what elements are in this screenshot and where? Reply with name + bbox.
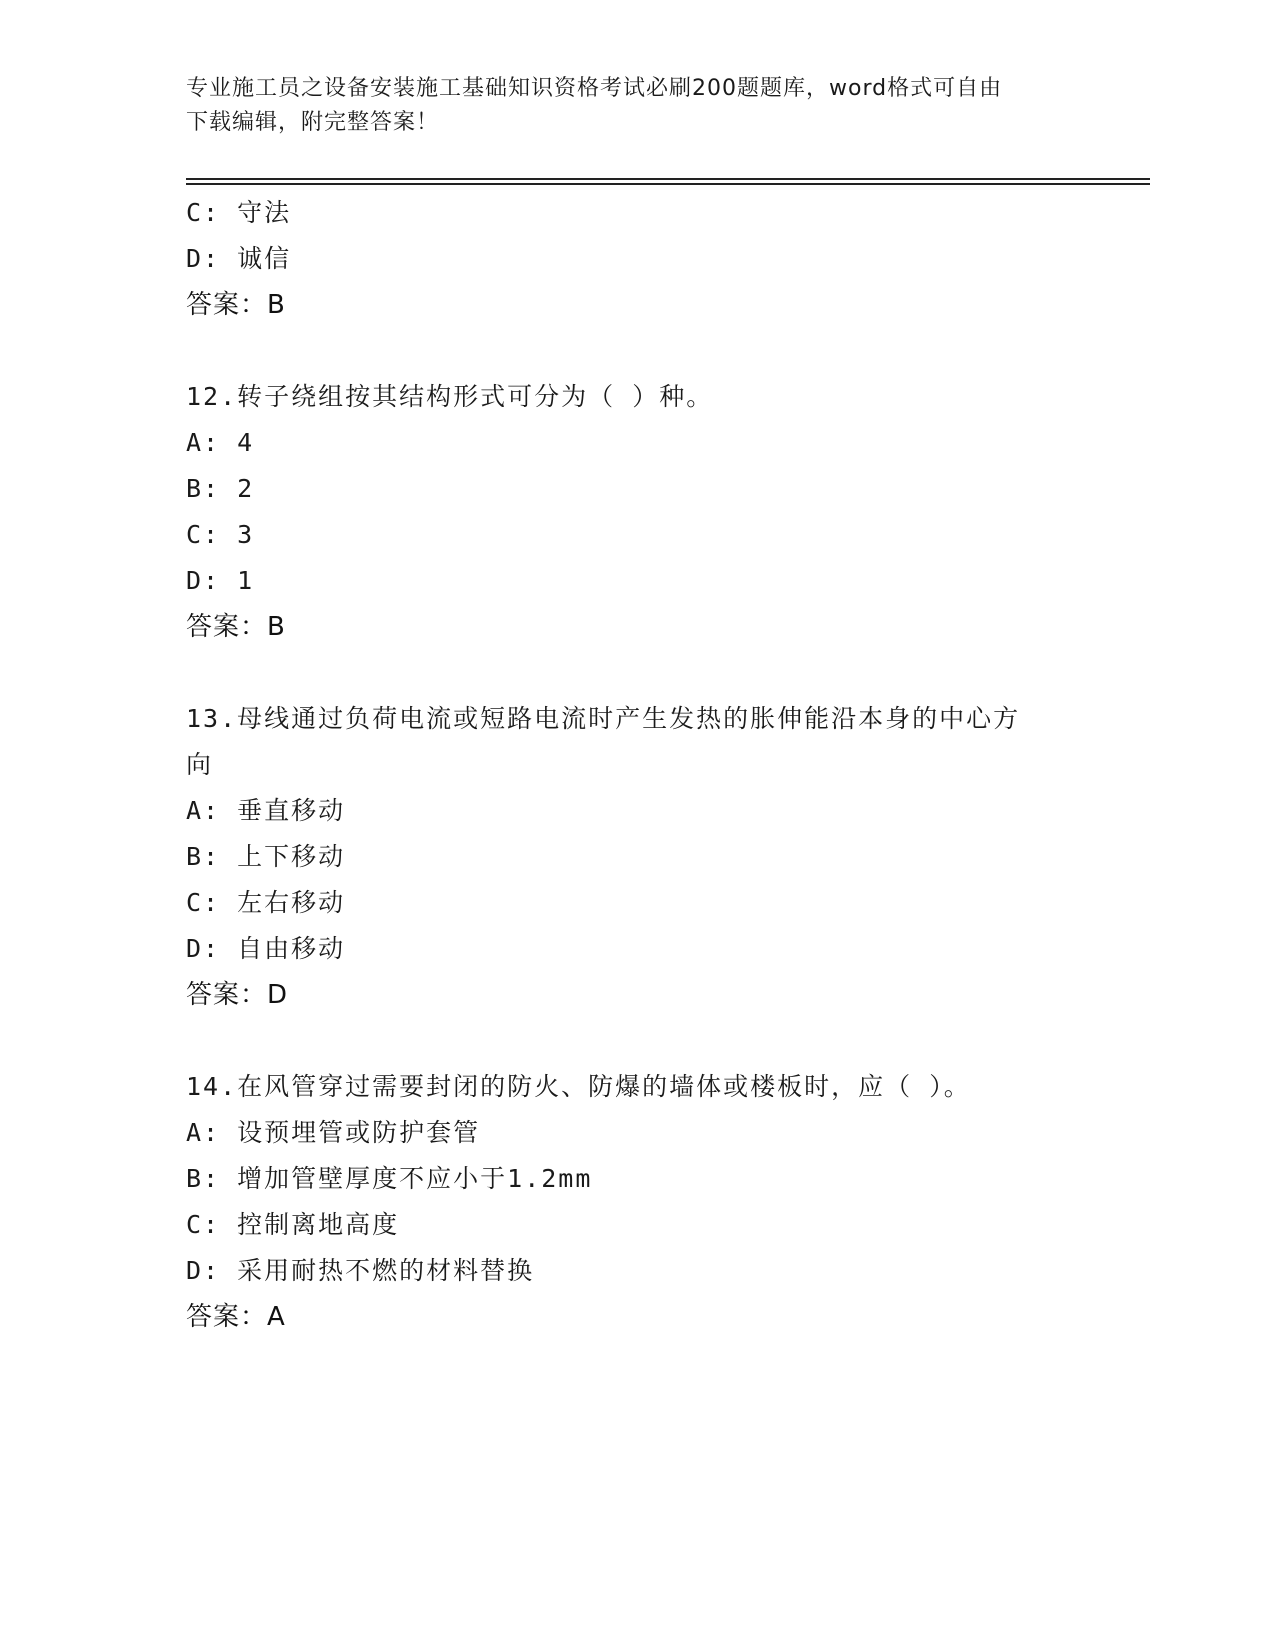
header-divider-bottom bbox=[186, 183, 1150, 185]
option-b: B: 2 bbox=[186, 474, 255, 503]
option-b: B: 上下移动 bbox=[186, 842, 346, 871]
question-stem: 14.在风管穿过需要封闭的防火、防爆的墙体或楼板时，应（ ）。 bbox=[186, 1072, 971, 1101]
question-11 bbox=[186, 190, 1086, 328]
question-list bbox=[186, 190, 1086, 1340]
document-header bbox=[186, 72, 1066, 140]
option-c: C: 守法 bbox=[186, 198, 292, 227]
spacer bbox=[186, 1018, 1086, 1064]
spacer bbox=[186, 650, 1086, 696]
option-a: A: 设预埋管或防护套管 bbox=[186, 1118, 481, 1147]
answer-label: 答案：B bbox=[186, 612, 286, 642]
option-c: C: 控制离地高度 bbox=[186, 1210, 400, 1239]
option-d: D: 诚信 bbox=[186, 244, 292, 273]
question-12 bbox=[186, 374, 1086, 650]
question-14 bbox=[186, 1064, 1086, 1340]
option-d: D: 采用耐热不燃的材料替换 bbox=[186, 1256, 535, 1285]
option-a: A: 垂直移动 bbox=[186, 796, 346, 825]
option-d: D: 自由移动 bbox=[186, 934, 346, 963]
option-b: B: 增加管壁厚度不应小于1.2mm bbox=[186, 1164, 593, 1193]
option-c: C: 左右移动 bbox=[186, 888, 346, 917]
spacer bbox=[186, 328, 1086, 374]
header-divider-top bbox=[186, 178, 1150, 180]
header-line-2: 下载编辑，附完整答案！ bbox=[186, 110, 440, 135]
question-stem-line-1: 13.母线通过负荷电流或短路电流时产生发热的胀伸能沿本身的中心方 bbox=[186, 704, 1021, 733]
option-d: D: 1 bbox=[186, 566, 255, 595]
option-a: A: 4 bbox=[186, 428, 255, 457]
header-line-1: 专业施工员之设备安装施工基础知识资格考试必刷200题题库，word格式可自由 bbox=[186, 76, 1003, 101]
question-stem: 12.转子绕组按其结构形式可分为（ ）种。 bbox=[186, 382, 714, 411]
question-stem-line-2: 向 bbox=[186, 750, 214, 779]
question-13 bbox=[186, 696, 1086, 1018]
answer-label: 答案：B bbox=[186, 290, 286, 320]
answer-label: 答案：A bbox=[186, 1302, 286, 1332]
option-c: C: 3 bbox=[186, 520, 255, 549]
answer-label: 答案：D bbox=[186, 980, 289, 1010]
